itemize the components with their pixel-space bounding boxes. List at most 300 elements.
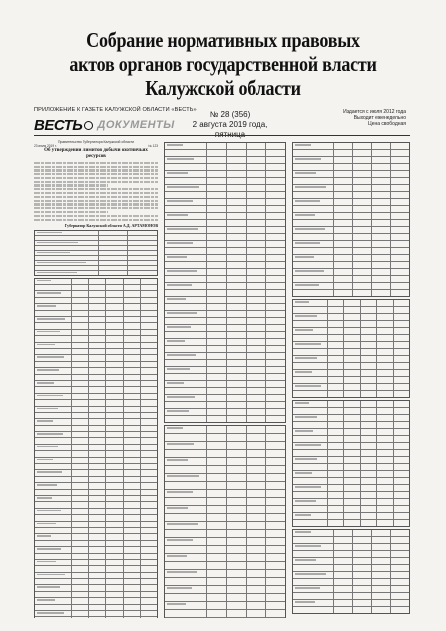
table-cell xyxy=(266,325,285,331)
table-cell xyxy=(35,355,72,360)
table-row xyxy=(293,471,409,478)
issue-date: 2 августа 2019 года, xyxy=(192,120,268,129)
table-cell xyxy=(89,304,106,309)
table-cell xyxy=(106,349,123,354)
table-cell xyxy=(207,562,227,569)
table-cell xyxy=(377,450,393,456)
table-row xyxy=(165,538,285,546)
table-cell xyxy=(293,150,334,156)
table-cell xyxy=(89,298,106,303)
table-cell xyxy=(207,325,227,331)
table-cell xyxy=(344,457,360,463)
table-cell xyxy=(247,164,267,170)
table-cell xyxy=(266,241,285,247)
table-row xyxy=(165,157,285,164)
table-cell xyxy=(72,528,89,533)
table-cell xyxy=(72,477,89,482)
table-cell xyxy=(361,485,377,491)
table-cell xyxy=(89,336,106,341)
table-row xyxy=(293,499,409,506)
table-cell xyxy=(266,402,285,408)
table-cell xyxy=(247,171,267,177)
table-cell xyxy=(72,330,89,335)
table-row xyxy=(293,328,409,335)
table-cell xyxy=(247,466,267,473)
table-cell xyxy=(227,506,247,513)
table-cell xyxy=(361,499,377,505)
table-row xyxy=(293,234,409,241)
table-cell xyxy=(35,375,72,380)
table-cell xyxy=(344,450,360,456)
table-row xyxy=(165,586,285,594)
table-cell xyxy=(293,276,334,282)
table-cell xyxy=(394,401,409,407)
table-cell xyxy=(377,356,393,362)
table-cell xyxy=(165,482,207,489)
table-row xyxy=(293,443,409,450)
table-cell xyxy=(344,520,360,526)
table-cell xyxy=(266,157,285,163)
table-cell xyxy=(35,368,72,373)
table-cell xyxy=(391,565,409,571)
table-cell xyxy=(391,530,409,536)
table-cell xyxy=(165,248,207,254)
table-cell xyxy=(361,321,377,327)
table-cell xyxy=(207,178,227,184)
table-cell xyxy=(72,496,89,501)
table-cell xyxy=(35,573,72,578)
table-cell xyxy=(35,285,72,290)
table-cell xyxy=(394,356,409,362)
table-cell xyxy=(377,478,393,484)
table-cell xyxy=(334,530,353,536)
table-cell xyxy=(247,241,267,247)
table-cell xyxy=(141,483,157,488)
table-cell xyxy=(35,541,72,546)
table-cell xyxy=(394,314,409,320)
table-cell xyxy=(344,478,360,484)
table-cell xyxy=(124,349,141,354)
table-cell xyxy=(128,251,157,255)
table-row xyxy=(293,513,409,520)
table-cell xyxy=(293,565,334,571)
table-cell xyxy=(266,269,285,275)
table-cell xyxy=(344,492,360,498)
table-cell xyxy=(353,241,372,247)
table-cell xyxy=(124,534,141,539)
article-authority: Правительство Губернатора Калужской области xyxy=(57,140,135,144)
table-cell xyxy=(106,598,123,603)
table-cell xyxy=(72,470,89,475)
table-cell xyxy=(293,471,328,477)
table-cell xyxy=(165,450,207,457)
table-cell xyxy=(394,370,409,376)
table-cell xyxy=(344,328,360,334)
table-cell xyxy=(35,419,72,424)
table-cell xyxy=(207,157,227,163)
table-cell xyxy=(141,509,157,514)
table-cell xyxy=(72,317,89,322)
table-cell xyxy=(207,434,227,441)
table-cell xyxy=(207,304,227,310)
table-cell xyxy=(266,594,285,601)
table-cell xyxy=(165,586,207,593)
table-cell xyxy=(266,185,285,191)
text-line xyxy=(34,188,158,190)
table-cell xyxy=(207,360,227,366)
table-cell xyxy=(334,283,353,289)
table-row xyxy=(165,227,285,234)
table-cell xyxy=(353,579,372,585)
table-cell xyxy=(124,502,141,507)
table-cell xyxy=(99,246,129,250)
table-cell xyxy=(72,554,89,559)
table-cell xyxy=(207,311,227,317)
table-cell xyxy=(293,377,328,383)
logo-brand: ВЕСТЬ xyxy=(34,116,83,134)
table-cell xyxy=(124,611,141,616)
table-cell xyxy=(293,572,334,578)
table-cell xyxy=(89,611,106,616)
table-cell xyxy=(247,248,267,254)
table-cell xyxy=(293,492,328,498)
table-cell xyxy=(293,457,328,463)
table-cell xyxy=(89,413,106,418)
table-cell xyxy=(353,558,372,564)
table-cell xyxy=(124,355,141,360)
table-row xyxy=(293,248,409,255)
table-cell xyxy=(89,394,106,399)
table-cell xyxy=(293,579,334,585)
table-row xyxy=(165,143,285,150)
table-cell xyxy=(293,335,328,341)
table-cell xyxy=(124,413,141,418)
table-cell xyxy=(141,573,157,578)
table-cell xyxy=(377,471,393,477)
table-cell xyxy=(377,384,393,390)
table-cell xyxy=(165,367,207,373)
table-cell xyxy=(141,407,157,412)
table-cell xyxy=(377,520,393,526)
table-cell xyxy=(247,546,267,553)
table-cell xyxy=(391,164,409,170)
table-cell xyxy=(72,522,89,527)
table-cell xyxy=(207,388,227,394)
table-row xyxy=(293,300,409,307)
table-cell xyxy=(35,311,72,316)
table-row xyxy=(165,381,285,388)
table-cell xyxy=(89,547,106,552)
table-cell xyxy=(72,400,89,405)
table-cell xyxy=(124,438,141,443)
table-cell xyxy=(391,276,409,282)
table-cell xyxy=(89,585,106,590)
table-cell xyxy=(106,483,123,488)
table-row xyxy=(165,185,285,192)
table-cell xyxy=(72,362,89,367)
table-cell xyxy=(247,192,267,198)
table-cell xyxy=(377,408,393,414)
table-row xyxy=(293,485,409,492)
table-row xyxy=(293,436,409,443)
table-cell xyxy=(227,416,247,422)
table-cell xyxy=(247,213,267,219)
table-row xyxy=(165,530,285,538)
table-cell xyxy=(141,611,157,616)
table-cell xyxy=(394,408,409,414)
table-cell xyxy=(372,276,391,282)
table-cell xyxy=(372,164,391,170)
table-cell xyxy=(165,578,207,585)
text-line xyxy=(34,162,158,164)
table-cell xyxy=(353,206,372,212)
table-cell xyxy=(344,506,360,512)
table-cell xyxy=(72,617,89,618)
table-cell xyxy=(207,150,227,156)
table-cell xyxy=(165,339,207,345)
table-cell xyxy=(266,213,285,219)
table-cell xyxy=(266,458,285,465)
table-cell xyxy=(227,490,247,497)
table-cell xyxy=(247,482,267,489)
data-table xyxy=(292,400,410,527)
table-row xyxy=(165,164,285,171)
table-cell xyxy=(141,291,157,296)
table-cell xyxy=(165,185,207,191)
table-cell xyxy=(35,464,72,469)
table-cell xyxy=(353,593,372,599)
table-cell xyxy=(372,248,391,254)
table-cell xyxy=(35,298,72,303)
table-cell xyxy=(207,185,227,191)
table-cell xyxy=(247,290,267,296)
table-cell xyxy=(141,343,157,348)
column-2-tables xyxy=(164,142,286,618)
table-cell xyxy=(372,586,391,592)
table-cell xyxy=(106,477,123,482)
table-cell xyxy=(165,409,207,415)
table-cell xyxy=(106,419,123,424)
table-row xyxy=(293,457,409,464)
table-cell xyxy=(394,377,409,383)
table-cell xyxy=(247,276,267,282)
table-cell xyxy=(124,279,141,284)
table-cell xyxy=(372,593,391,599)
table-cell xyxy=(207,339,227,345)
table-cell xyxy=(165,234,207,240)
table-row xyxy=(165,610,285,618)
table-cell xyxy=(334,269,353,275)
table-cell xyxy=(247,426,267,433)
table-row xyxy=(293,199,409,206)
table-cell xyxy=(353,283,372,289)
table-row xyxy=(293,551,409,558)
table-cell xyxy=(394,513,409,519)
table-cell xyxy=(372,255,391,261)
table-cell xyxy=(361,314,377,320)
table-cell xyxy=(353,178,372,184)
table-row xyxy=(165,283,285,290)
table-cell xyxy=(293,283,334,289)
table-cell xyxy=(293,248,334,254)
table-cell xyxy=(207,192,227,198)
table-cell xyxy=(334,192,353,198)
table-cell xyxy=(361,464,377,470)
table-cell xyxy=(391,143,409,149)
table-cell xyxy=(293,234,334,240)
table-cell xyxy=(394,391,409,397)
table-cell xyxy=(266,262,285,268)
table-cell xyxy=(328,377,344,383)
table-cell xyxy=(124,317,141,322)
table-cell xyxy=(344,370,360,376)
table-cell xyxy=(72,438,89,443)
table-cell xyxy=(165,353,207,359)
table-cell xyxy=(207,283,227,289)
table-cell xyxy=(391,551,409,557)
table-cell xyxy=(266,388,285,394)
table-cell xyxy=(293,593,334,599)
table-cell xyxy=(72,592,89,597)
table-cell xyxy=(89,279,106,284)
table-row xyxy=(293,464,409,471)
table-cell xyxy=(106,592,123,597)
table-cell xyxy=(377,300,393,306)
table-row xyxy=(293,241,409,248)
table-cell xyxy=(328,520,344,526)
table-cell xyxy=(293,300,328,306)
table-cell xyxy=(89,598,106,603)
table-cell xyxy=(266,562,285,569)
table-cell xyxy=(106,304,123,309)
table-row xyxy=(165,297,285,304)
table-cell xyxy=(266,538,285,545)
table-cell xyxy=(165,220,207,226)
table-cell xyxy=(72,560,89,565)
table-cell xyxy=(293,586,334,592)
table-cell xyxy=(344,464,360,470)
table-cell xyxy=(361,300,377,306)
table-cell xyxy=(344,391,360,397)
table-cell xyxy=(227,241,247,247)
table-cell xyxy=(334,241,353,247)
table-cell xyxy=(227,150,247,156)
table-cell xyxy=(141,566,157,571)
table-cell xyxy=(293,464,328,470)
table-cell xyxy=(361,377,377,383)
table-cell xyxy=(247,522,267,529)
table-cell xyxy=(293,328,328,334)
table-cell xyxy=(106,368,123,373)
table-cell xyxy=(35,592,72,597)
table-cell xyxy=(141,592,157,597)
table-cell xyxy=(72,458,89,463)
table-cell xyxy=(293,520,328,526)
table-cell xyxy=(361,307,377,313)
table-cell xyxy=(334,607,353,613)
table-cell xyxy=(35,438,72,443)
table-row xyxy=(293,401,409,408)
table-cell xyxy=(207,276,227,282)
text-line xyxy=(34,203,158,205)
table-cell xyxy=(247,402,267,408)
table-cell xyxy=(106,291,123,296)
logo-emblem-icon xyxy=(84,121,93,130)
table-cell xyxy=(207,546,227,553)
table-cell xyxy=(141,432,157,437)
table-cell xyxy=(394,363,409,369)
table-cell xyxy=(372,572,391,578)
table-cell xyxy=(89,400,106,405)
table-cell xyxy=(165,594,207,601)
table-cell xyxy=(377,321,393,327)
table-cell xyxy=(207,297,227,303)
table-cell xyxy=(35,261,99,265)
table-cell xyxy=(165,395,207,401)
table-cell xyxy=(334,178,353,184)
table-cell xyxy=(353,544,372,550)
table-cell xyxy=(227,325,247,331)
table-cell xyxy=(344,335,360,341)
table-row xyxy=(165,490,285,498)
table-cell xyxy=(106,490,123,495)
table-cell xyxy=(266,498,285,505)
table-row xyxy=(165,466,285,474)
table-cell xyxy=(227,498,247,505)
table-cell xyxy=(227,297,247,303)
table-cell xyxy=(89,349,106,354)
table-cell xyxy=(247,367,267,373)
table-cell xyxy=(293,213,334,219)
table-cell xyxy=(124,330,141,335)
table-row xyxy=(293,558,409,565)
table-cell xyxy=(141,323,157,328)
table-cell xyxy=(394,464,409,470)
table-cell xyxy=(35,251,99,255)
table-cell xyxy=(247,381,267,387)
table-cell xyxy=(266,178,285,184)
table-cell xyxy=(344,485,360,491)
table-cell xyxy=(266,395,285,401)
table-cell xyxy=(266,416,285,422)
table-cell xyxy=(227,283,247,289)
table-cell xyxy=(72,291,89,296)
table-cell xyxy=(106,445,123,450)
table-row xyxy=(293,314,409,321)
table-row xyxy=(293,283,409,290)
table-cell xyxy=(35,502,72,507)
table-row xyxy=(165,353,285,360)
table-cell xyxy=(72,611,89,616)
table-cell xyxy=(247,325,267,331)
table-cell xyxy=(99,236,129,240)
table-cell xyxy=(106,464,123,469)
table-row xyxy=(165,241,285,248)
table-cell xyxy=(207,213,227,219)
table-cell xyxy=(394,457,409,463)
table-cell xyxy=(106,522,123,527)
table-cell xyxy=(344,471,360,477)
table-cell xyxy=(394,485,409,491)
table-row xyxy=(165,474,285,482)
table-cell xyxy=(328,342,344,348)
table-cell xyxy=(207,402,227,408)
column-1-tables xyxy=(34,230,158,618)
table-cell xyxy=(89,323,106,328)
table-row xyxy=(293,276,409,283)
table-cell xyxy=(227,339,247,345)
table-row xyxy=(165,562,285,570)
